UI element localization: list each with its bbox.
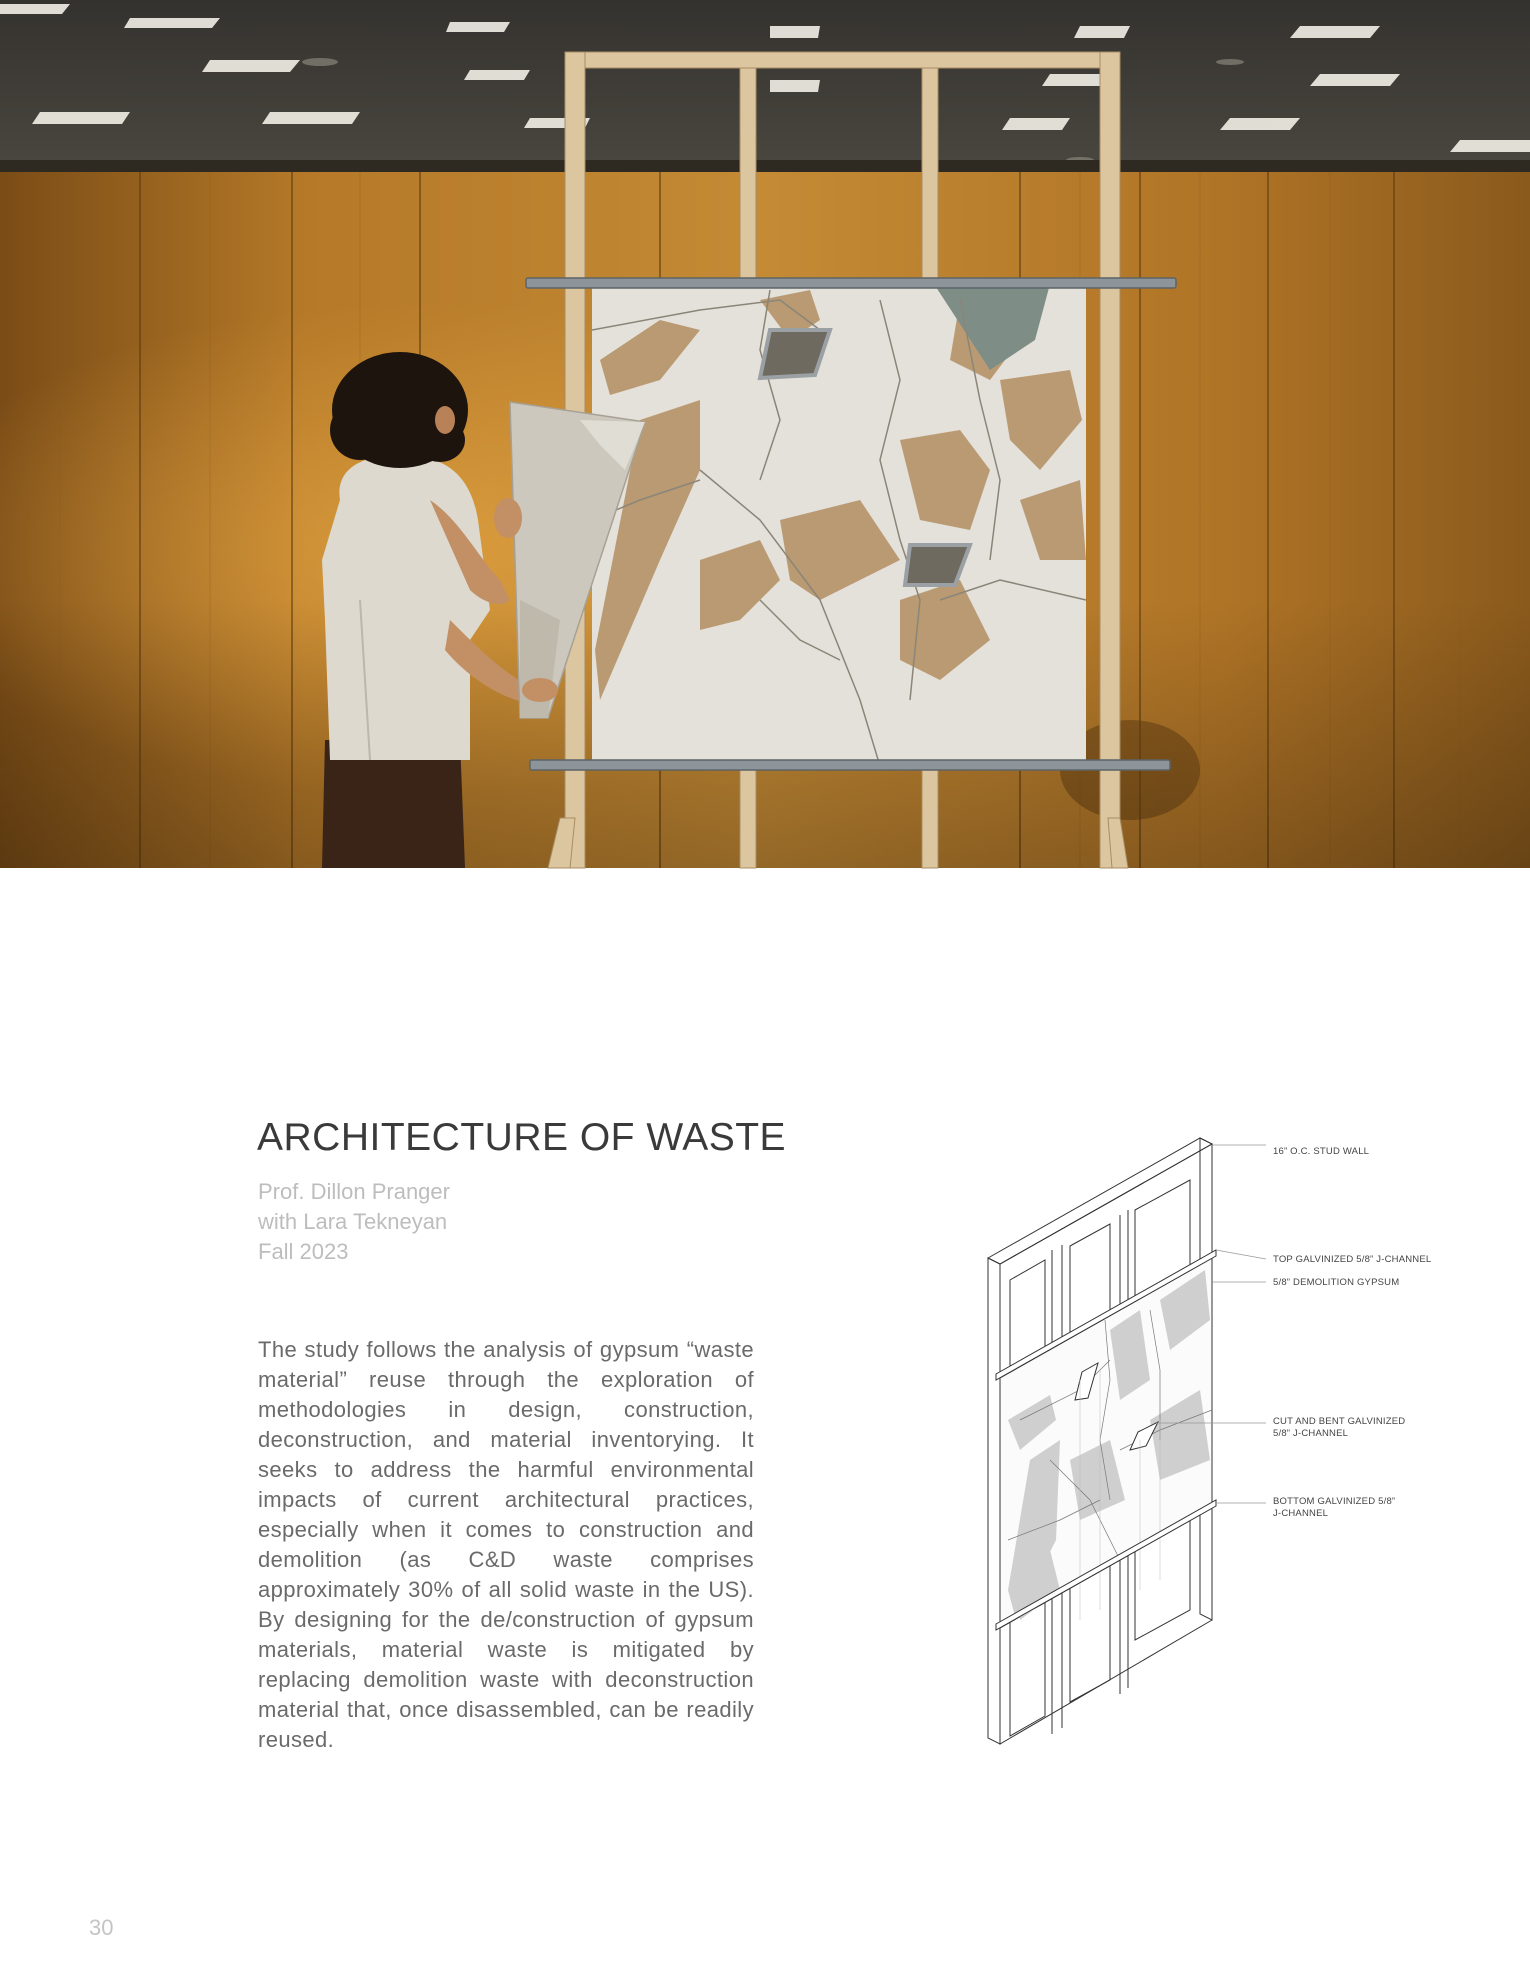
body-paragraph: The study follows the analysis of gypsum “waste material” reuse through the exploration of methodologies in design, construction, deconstruction, and material inventorying. It seeks to address the harmful environmental impacts of current architectural practices, especially when it comes to construction and demolition (as C&D waste comprises approximately 30% of all solid waste in the US). By designing for the de/construction of gypsum materials, material waste is mitigated by replacing demolition waste with deconstruction material that, once disassembled, can be readily reused. bbox=[258, 1337, 754, 1752]
page-title: ARCHITECTURE OF WASTE bbox=[257, 1116, 787, 1159]
credit-term: Fall 2023 bbox=[258, 1239, 349, 1264]
credit-professor: Prof. Dillon Pranger bbox=[258, 1179, 450, 1204]
label-cut-channel bbox=[1273, 1416, 1405, 1440]
diagram-drawing bbox=[960, 1120, 1432, 1760]
hero-photo bbox=[0, 0, 1530, 868]
label-cut-channel-line2: 5/8” J-CHANNEL bbox=[1273, 1428, 1349, 1439]
label-bottom-channel bbox=[1273, 1496, 1395, 1520]
credit-collaborator: with Lara Tekneyan bbox=[258, 1209, 448, 1234]
label-bottom-channel-line1: BOTTOM GALVINIZED 5/8” bbox=[1273, 1496, 1396, 1507]
label-bottom-channel-line2: J-CHANNEL bbox=[1273, 1508, 1329, 1519]
label-gypsum: 5/8” DEMOLITION GYPSUM bbox=[1273, 1277, 1400, 1288]
axonometric-diagram bbox=[960, 1120, 1432, 1760]
ceiling bbox=[0, 0, 1530, 170]
label-top-channel: TOP GALVINIZED 5/8” J-CHANNEL bbox=[1273, 1254, 1432, 1265]
label-stud-wall: 16” O.C. STUD WALL bbox=[1273, 1146, 1370, 1157]
page-number: 30 bbox=[89, 1915, 114, 1940]
credits bbox=[258, 1177, 450, 1267]
gypsum-panel bbox=[592, 284, 1086, 766]
label-cut-channel-line1: CUT AND BENT GALVINIZED bbox=[1273, 1416, 1406, 1427]
